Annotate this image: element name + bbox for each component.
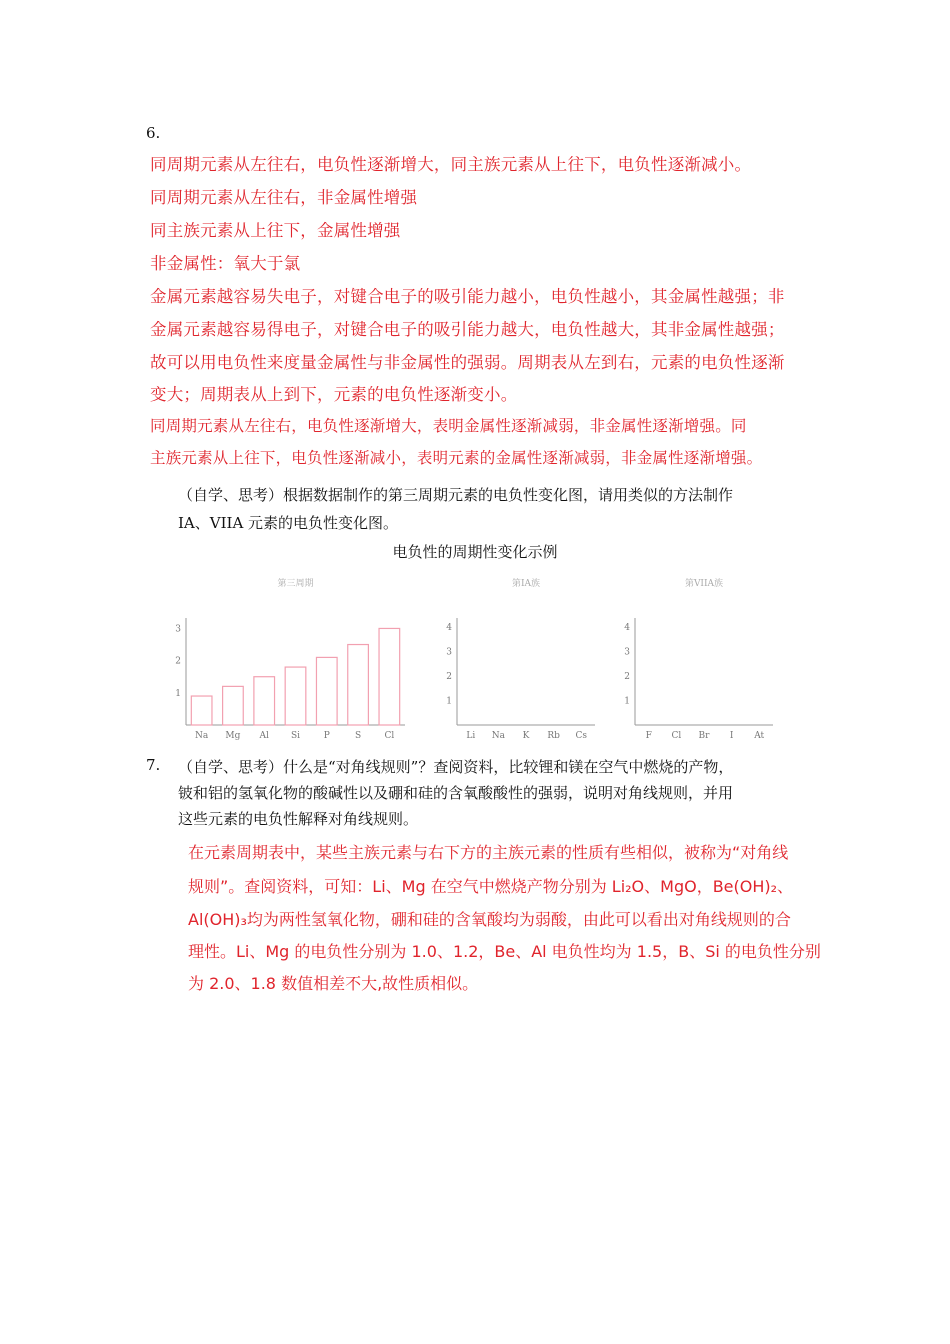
x-tick-label: S (354, 731, 362, 741)
y-tick-label: 1 (624, 696, 630, 707)
x-tick-label: At (754, 731, 765, 741)
chart-group-viia (618, 570, 778, 749)
question-7-number: 7. (146, 756, 161, 774)
chart-period-3-svg (170, 570, 410, 745)
y-tick-label: 3 (175, 624, 181, 635)
x-tick-label: Rb (547, 731, 560, 741)
answer-line: 主族元素从上往下，电负性逐渐减小，表明元素的金属性逐渐减弱，非金属性逐渐增强。 (150, 449, 763, 467)
x-tick-label: Na (195, 731, 209, 741)
answer-line: 故可以用电负性来度量金属性与非金属性的强弱。周期表从左到右，元素的电负性逐渐 (150, 353, 785, 372)
chart-period-3 (170, 570, 410, 749)
y-tick-label: 4 (624, 622, 630, 633)
chart-title: 第三周期 (277, 579, 314, 589)
x-tick-label: Cl (384, 731, 395, 741)
question-6-prompt-line-1: （自学、思考）根据数据制作的第三周期元素的电负性变化图，请用类似的方法制作 (178, 486, 734, 504)
x-tick-label: K (522, 731, 530, 741)
x-tick-label: Br (698, 731, 710, 741)
y-tick-label: 2 (446, 671, 452, 682)
x-tick-label: Li (466, 731, 476, 741)
x-tick-label: Mg (225, 731, 241, 741)
chart-title: 第VIIA族 (684, 579, 724, 589)
x-tick-label: F (645, 731, 652, 741)
bar (191, 696, 212, 725)
y-tick-label: 3 (446, 647, 452, 658)
y-tick-label: 3 (624, 647, 630, 658)
question-6-prompt-line-2: IA、VIIA 元素的电负性变化图。 (178, 514, 399, 532)
figure-title: 电负性的周期性变化示例 (392, 543, 558, 561)
x-tick-label: P (323, 731, 330, 741)
x-tick-label: Cl (671, 731, 682, 741)
bar (254, 677, 275, 725)
y-tick-label: 1 (175, 688, 181, 699)
answer-line: 金属元素越容易失电子，对键合电子的吸引能力越小，电负性越小，其金属性越强；非 (150, 287, 785, 306)
x-tick-label: Si (290, 731, 301, 741)
answer-line: 非金属性：氧大于氯 (150, 254, 301, 273)
answer-line: 同周期元素从左往右，非金属性增强 (150, 188, 418, 207)
answer-line: 同周期元素从左往右，电负性逐渐增大，表明金属性逐渐减弱，非金属性逐渐增强。同 (150, 417, 747, 435)
answer-line: 理性。Li、Mg 的电负性分别为 1.0、1.2，Be、Al 电负性均为 1.5，B、Si 的电负性分别 (188, 942, 821, 961)
question-6-number: 6. (146, 124, 161, 142)
answer-line: 金属元素越容易得电子，对键合电子的吸引能力越大，电负性越大，其非金属性越强； (150, 320, 785, 339)
answer-line: 同周期元素从左往右，电负性逐渐增大，同主族元素从上往下，电负性逐渐减小。 (150, 155, 752, 174)
y-tick-label: 2 (175, 656, 181, 667)
answer-line: 同主族元素从上往下，金属性增强 (150, 221, 401, 240)
bar (348, 645, 369, 725)
bar (223, 686, 244, 725)
y-tick-label: 4 (446, 622, 452, 633)
bar (285, 667, 306, 725)
answer-line: 规则”。查阅资料，可知：Li、Mg 在空气中燃烧产物分别为 Li₂O、MgO，Be(OH)₂、 (188, 877, 794, 896)
answer-line: 在元素周期表中，某些主族元素与右下方的主族元素的性质有些相似，被称为“对角线 (188, 843, 789, 862)
bar (379, 628, 400, 725)
answer-line: 变大；周期表从上到下，元素的电负性逐渐变小。 (150, 385, 518, 404)
x-tick-label: I (729, 731, 734, 741)
chart-group-ia-svg (440, 570, 600, 745)
answer-line: 为 2.0、1.8 数值相差不大,故性质相似。 (188, 974, 479, 993)
chart-title: 第IA族 (511, 579, 541, 589)
question-line: （自学、思考）什么是“对角线规则”？查阅资料，比较锂和镁在空气中燃烧的产物， (178, 758, 734, 776)
bar (316, 657, 337, 725)
x-tick-label: Al (259, 731, 269, 741)
y-tick-label: 2 (624, 671, 630, 682)
x-tick-label: Na (491, 731, 506, 741)
chart-group-viia-svg (618, 570, 778, 745)
chart-group-ia (440, 570, 600, 749)
x-tick-label: Cs (575, 731, 587, 741)
question-line: 这些元素的电负性解释对角线规则。 (178, 810, 419, 828)
question-line: 铍和铝的氢氧化物的酸碱性以及硼和硅的含氧酸酸性的强弱，说明对角线规则，并用 (178, 784, 734, 802)
answer-line: Al(OH)₃均为两性氢氧化物，硼和硅的含氧酸均为弱酸，由此可以看出对角线规则的合 (188, 910, 791, 929)
y-tick-label: 1 (446, 696, 452, 707)
